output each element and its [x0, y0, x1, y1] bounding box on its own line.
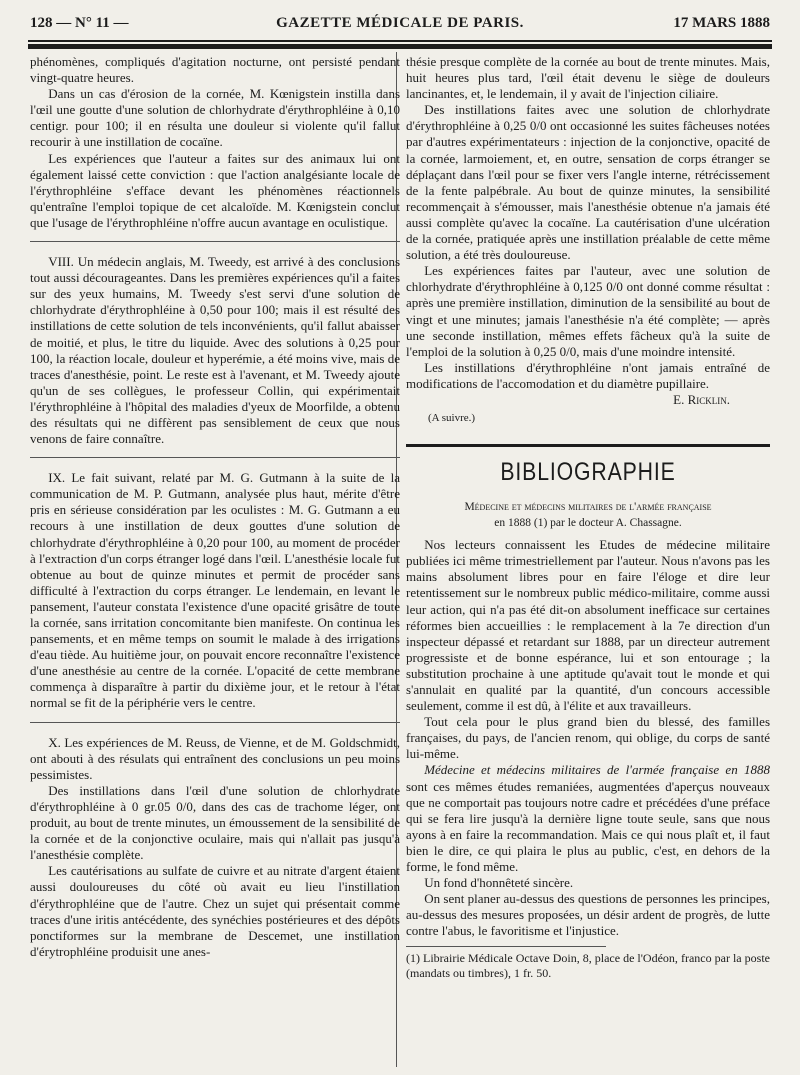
- paragraph: Des instillations dans l'œil d'une solution de chlorhydrate d'érythrophléine à 0 gr.05 0/0, dans des cas de trachome léger, ont produit, au bout de trente minutes, un émoussement de la sensibilité de la cornée et de la conjonctive oculaire, mais qui n'allait pas jusqu'à l'anesthésie complète.: [30, 782, 400, 863]
- section-ix: IX. Le fait suivant, relaté par M. G. Gutmann à la suite de la communication de M. P. Gutmann, analysée plus haut, mérite d'être pris en sérieuse considération par les oculistes : M. G. Gutmann a eu recours à une instillation de deux gouttes d'une solution de chlorhydrate d'érythrophléine à 0,20 pour 100, au moment de procéder à l'extraction d'un corps étranger logé dans l'œil. L'anesthésie locale fut obtenue au bout de quinze minutes et permit de procéder sans difficulté à l'extraction du corps étranger. Le lendemain, en levant le pansement, l'auteur constata l'existence d'une opacité grisâtre de toute la cornée, sans irritation concomitante bien manifeste. On continua les pansements, et en même temps on soumit le malade à des irrigations d'eau tiède. Au huitième jour, on pouvait encore reconnaître l'existence d'une anesthésie au centre de la cornée. L'opacité de cette membrane commença à disparaître à partir du dixième jour, et le retour à l'état normal se fit de la périphérie vers le centre.: [30, 470, 400, 711]
- paragraph: phénomènes, compliqués d'agitation nocturne, ont persisté pendant vingt-quatre heures.: [30, 54, 400, 86]
- footnote: (1) Librairie Médicale Octave Doin, 8, place de l'Odéon, franco par la poste (mandats ou timbres), 1 fr. 50.: [406, 950, 770, 980]
- section-viii: VIII. Un médecin anglais, M. Tweedy, est arrivé à des conclusions tout aussi décourageantes. Dans les premières expériences qu'il a faites sur des yeux humains, M. Tweedy s'est servi d'une solution de chlorhydrate d'érythrophléine à 0,50 pour 100; mais il est résulté des instillations de cette solution de tels inconvénients, qu'il fallut abaisser de moitié, et plus, le titre du liquide. Avec des solutions à 0,25 pour 100, la réaction locale, douleur et hyperémie, a été moins vive, mais de traces d'anesthésie, point. Le reste est à l'avenant, et M. Tweedy ajoute qu'un de ses collègues, le professeur Collin, qui expérimentait l'érythrophléine à l'hôpital des maladies d'yeux de Moorfilde, a obtenu des résultats qui ne diffèrent pas sensiblement de ceux que nous venons de faire connaître.: [30, 254, 400, 447]
- section-rule: [406, 444, 770, 447]
- bibliography-heading: BIBLIOGRAPHIE: [500, 458, 676, 487]
- page-header: [30, 8, 770, 38]
- section-divider: [30, 241, 400, 242]
- paragraph: Les expériences que l'auteur a faites sur des animaux lui ont également laissé cette conviction : que l'action analgésiante locale de l'érythrophléine s'efface devant les phénomènes réactionnels qu'entraîne l'emploi topique de cet alcaloïde. M. Kœnigstein conclut que l'usage de l'érythrophléine n'offre aucun avantage en oculistique.: [30, 150, 400, 230]
- header-rule-thick: [28, 44, 772, 49]
- section-x: X. Les expériences de M. Reuss, de Vienne, et de M. Goldschmidt, ont abouti à des résulats qui entraînent des conclusions un peu moins pessimistes.: [30, 734, 400, 782]
- to-be-continued: (A suivre.): [428, 412, 476, 425]
- page-number: 128 — N° 11 —: [30, 15, 129, 31]
- book-title-italic: Médecine et médecins militaires de l'armée française en 1888: [424, 762, 770, 778]
- right-column: [406, 54, 770, 981]
- paragraph: Tout cela pour le plus grand bien du blessé, des familles françaises, du pays, de l'ancien renom, qui oblige, du corps de santé lui-même.: [406, 714, 770, 762]
- issue-date: 17 MARS 1888: [673, 15, 770, 31]
- section-divider: [30, 457, 400, 458]
- journal-title: GAZETTE MÉDICALE DE PARIS.: [276, 15, 524, 31]
- section-divider: [30, 722, 400, 723]
- footnote-rule: [406, 946, 606, 947]
- paragraph: On sent planer au-dessus des questions de personnes les principes, au-dessus des mesures proposées, un désir ardent de progrès, de lutte contre l'abus, le favoritisme et l'injustice.: [406, 891, 770, 939]
- paragraph: Un fond d'honnêteté sincère.: [424, 875, 574, 891]
- paragraph: Les instillations d'érythrophléine n'ont jamais entraîné de modifications de l'accomodation et du diamètre pupillaire.: [406, 359, 770, 391]
- book-title-line-2: en 1888 (1) par le docteur A. Chassagne.: [494, 517, 682, 530]
- paragraph-rest: sont ces mêmes études remaniées, augmentées d'aperçus nouveaux que ne comportait pas toujours notre cadre et précédées d'une préface qui se fera lire jusqu'à la dernière ligne toute seule, sans que nous ayons à en faire la recommandation. Mais ce qui nous plaît et, il faut bien le dire, ce qui plaira le plus au public, c'est, en dehors de la forme, le fond même.: [406, 778, 770, 875]
- paragraph: Les cautérisations au sulfate de cuivre et au nitrate d'argent étaient aussi douloureuses du côté où avait eu lieu l'instillation d'érythrophléine que de l'autre. Chez un sujet qui présentait comme traces d'une iritis antécédente, des synéchies postérieures et des dépôts ponctiformes sur la membrane de Descemet, une instillation d'érytrophléine produisit une anes-: [30, 863, 400, 959]
- header-rule-thin: [28, 40, 772, 42]
- left-column: [30, 54, 400, 960]
- paragraph: [406, 762, 770, 875]
- paragraph: Les expériences faites par l'auteur, avec une solution de chlorhydrate d'érythrophléine à 0,125 0/0 ont donné comme résultat : après une première instillation, diminution de la sensibilité au bout de vingt et une minutes; jamais l'anesthésie n'a été complète; — après une seconde instillation, mêmes effets fâcheux qu'à la suite de l'emploi de la solution à 0,25 0/0, mais d'une moindre intensité.: [406, 263, 770, 359]
- paragraph: thésie presque complète de la cornée au bout de trente minutes. Mais, huit heures plus tard, l'œil était devenu le siège de douleurs lancinantes, et, le lendemain, il y avait de l'injection ciliaire.: [406, 54, 770, 102]
- book-title: [406, 499, 770, 531]
- paragraph: Dans un cas d'érosion de la cornée, M. Kœnigstein instilla dans l'œil une goutte d'une solution de chlorhydrate d'érythrophléine à 0,10 centigr. pour 100; il en résulta une douleur si violente qu'il fallut recourir à une instillation de cocaïne.: [30, 86, 400, 150]
- paragraph: Des instillations faites avec une solution de chlorhydrate d'érythrophléine à 0,25 0/0 ont occasionné les suites fâcheuses notées par d'autres expérimentateurs : injection de la conjonctive, opacité de la cornée, larmoiement, et, en outre, sensation de corps étranger se déplaçant dans l'œil pour se fixer vers l'angle interne, rétrécissement de la fente palpébrale. Au bout de quinze minutes, la sensibilité recommençait à s'émousser, mais l'anesthésie obtenue n'a jamais été aussi complète qu'avec la cocaïne. La cautérisation d'une ulcération de la cornée, pratiquée après une instillation préalable de cette même solution, a été très douloureuse.: [406, 102, 770, 263]
- paragraph: Nos lecteurs connaissent les Etudes de médecine militaire publiées ici même trimestriellement par l'auteur. Nous n'avons pas les mains absolument libres pour en faire l'éloge et dire leur retentissement sur le nombreux public médico-militaire, comme aussi leur action, qui n'a pas été dit-on absolument inefficace sur certaines réformes bien accueillies : le remplacement à la 7e direction d'un inspecteur dépassé et retardant sur 1888, par un directeur autrement progressiste et de bonne espérance, lui et son entourage ; la substitution prochaine à une aptitude qu'avait tout le monde et qui s'annulait en qualité par la quantité, d'un concours accessible seulement, comme il est dû, à l'élite et aux travailleurs.: [406, 537, 770, 714]
- author-signature: E. Ricklin.: [673, 391, 730, 407]
- book-title-line-1: Médecine et médecins militaires de l'armée française: [464, 501, 712, 514]
